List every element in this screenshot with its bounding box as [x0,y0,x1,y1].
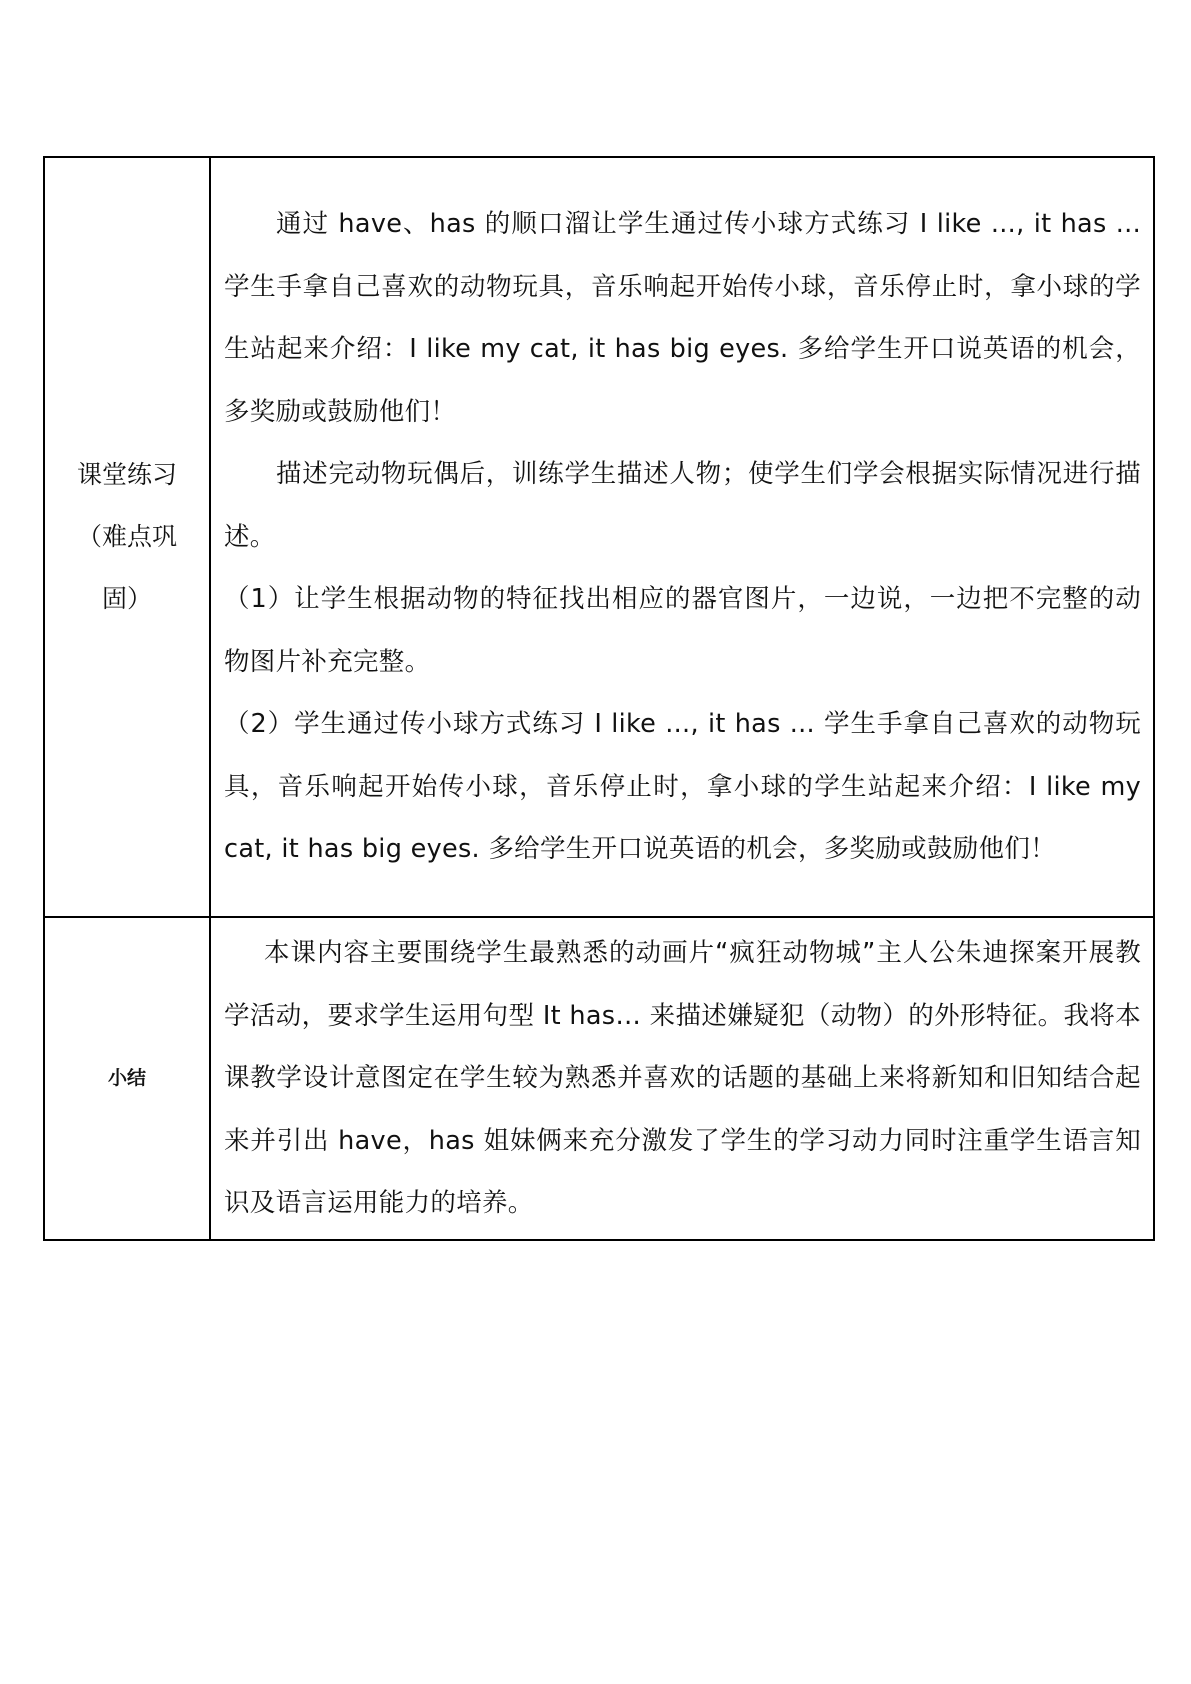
lesson-plan-table [43,156,1155,1241]
summary-label-cell [44,917,210,1240]
practice-label-line: 课堂练习 [76,460,177,489]
summary-paragraph: 本课内容主要围绕学生最熟悉的动画片“疯狂动物城”主人公朱迪探案开展教学活动，要求学生运用句型 It has… 来描述嫌疑犯（动物）的外形特征。我将本课教学设计意图定在学生较为熟悉并喜欢的话题的基础上来将新知和旧知结合起来并引出 have，has 姐妹俩来充分激发了学生的学习动力同时注重学生语言知识及语言运用能力的培养。 [224,938,1141,1218]
summary-label: 小结 [107,1067,146,1090]
summary-content-cell [210,917,1154,1240]
practice-step-2: （2）学生通过传小球方式练习 I like ..., it has ... 学生手拿自己喜欢的动物玩具，音乐响起开始传小球，音乐停止时，拿小球的学生站起来介绍：I like my cat, it has big eyes. 多给学生开口说英语的机会，多奖励或鼓励他们！ [224,709,1141,865]
table-row-summary [44,917,1154,1240]
practice-paragraph: 通过 have、has 的顺口溜让学生通过传小球方式练习 I like ..., it has ... 学生手拿自己喜欢的动物玩具，音乐响起开始传小球，音乐停止时，拿小球的学生站起来介绍：I like my cat, it has big eyes. 多给学生开口说英语的机会，多奖励或鼓励他们！ [224,209,1141,427]
practice-step-1: （1）让学生根据动物的特征找出相应的器官图片，一边说，一边把不完整的动物图片补充完整。 [224,584,1141,677]
practice-label-cell [44,157,210,917]
table-row-practice [44,157,1154,917]
practice-label-line: （难点巩 [76,522,177,551]
practice-content-cell [210,157,1154,917]
practice-label-line: 固） [101,584,152,613]
practice-paragraph: 描述完动物玩偶后，训练学生描述人物；使学生们学会根据实际情况进行描述。 [224,459,1141,552]
